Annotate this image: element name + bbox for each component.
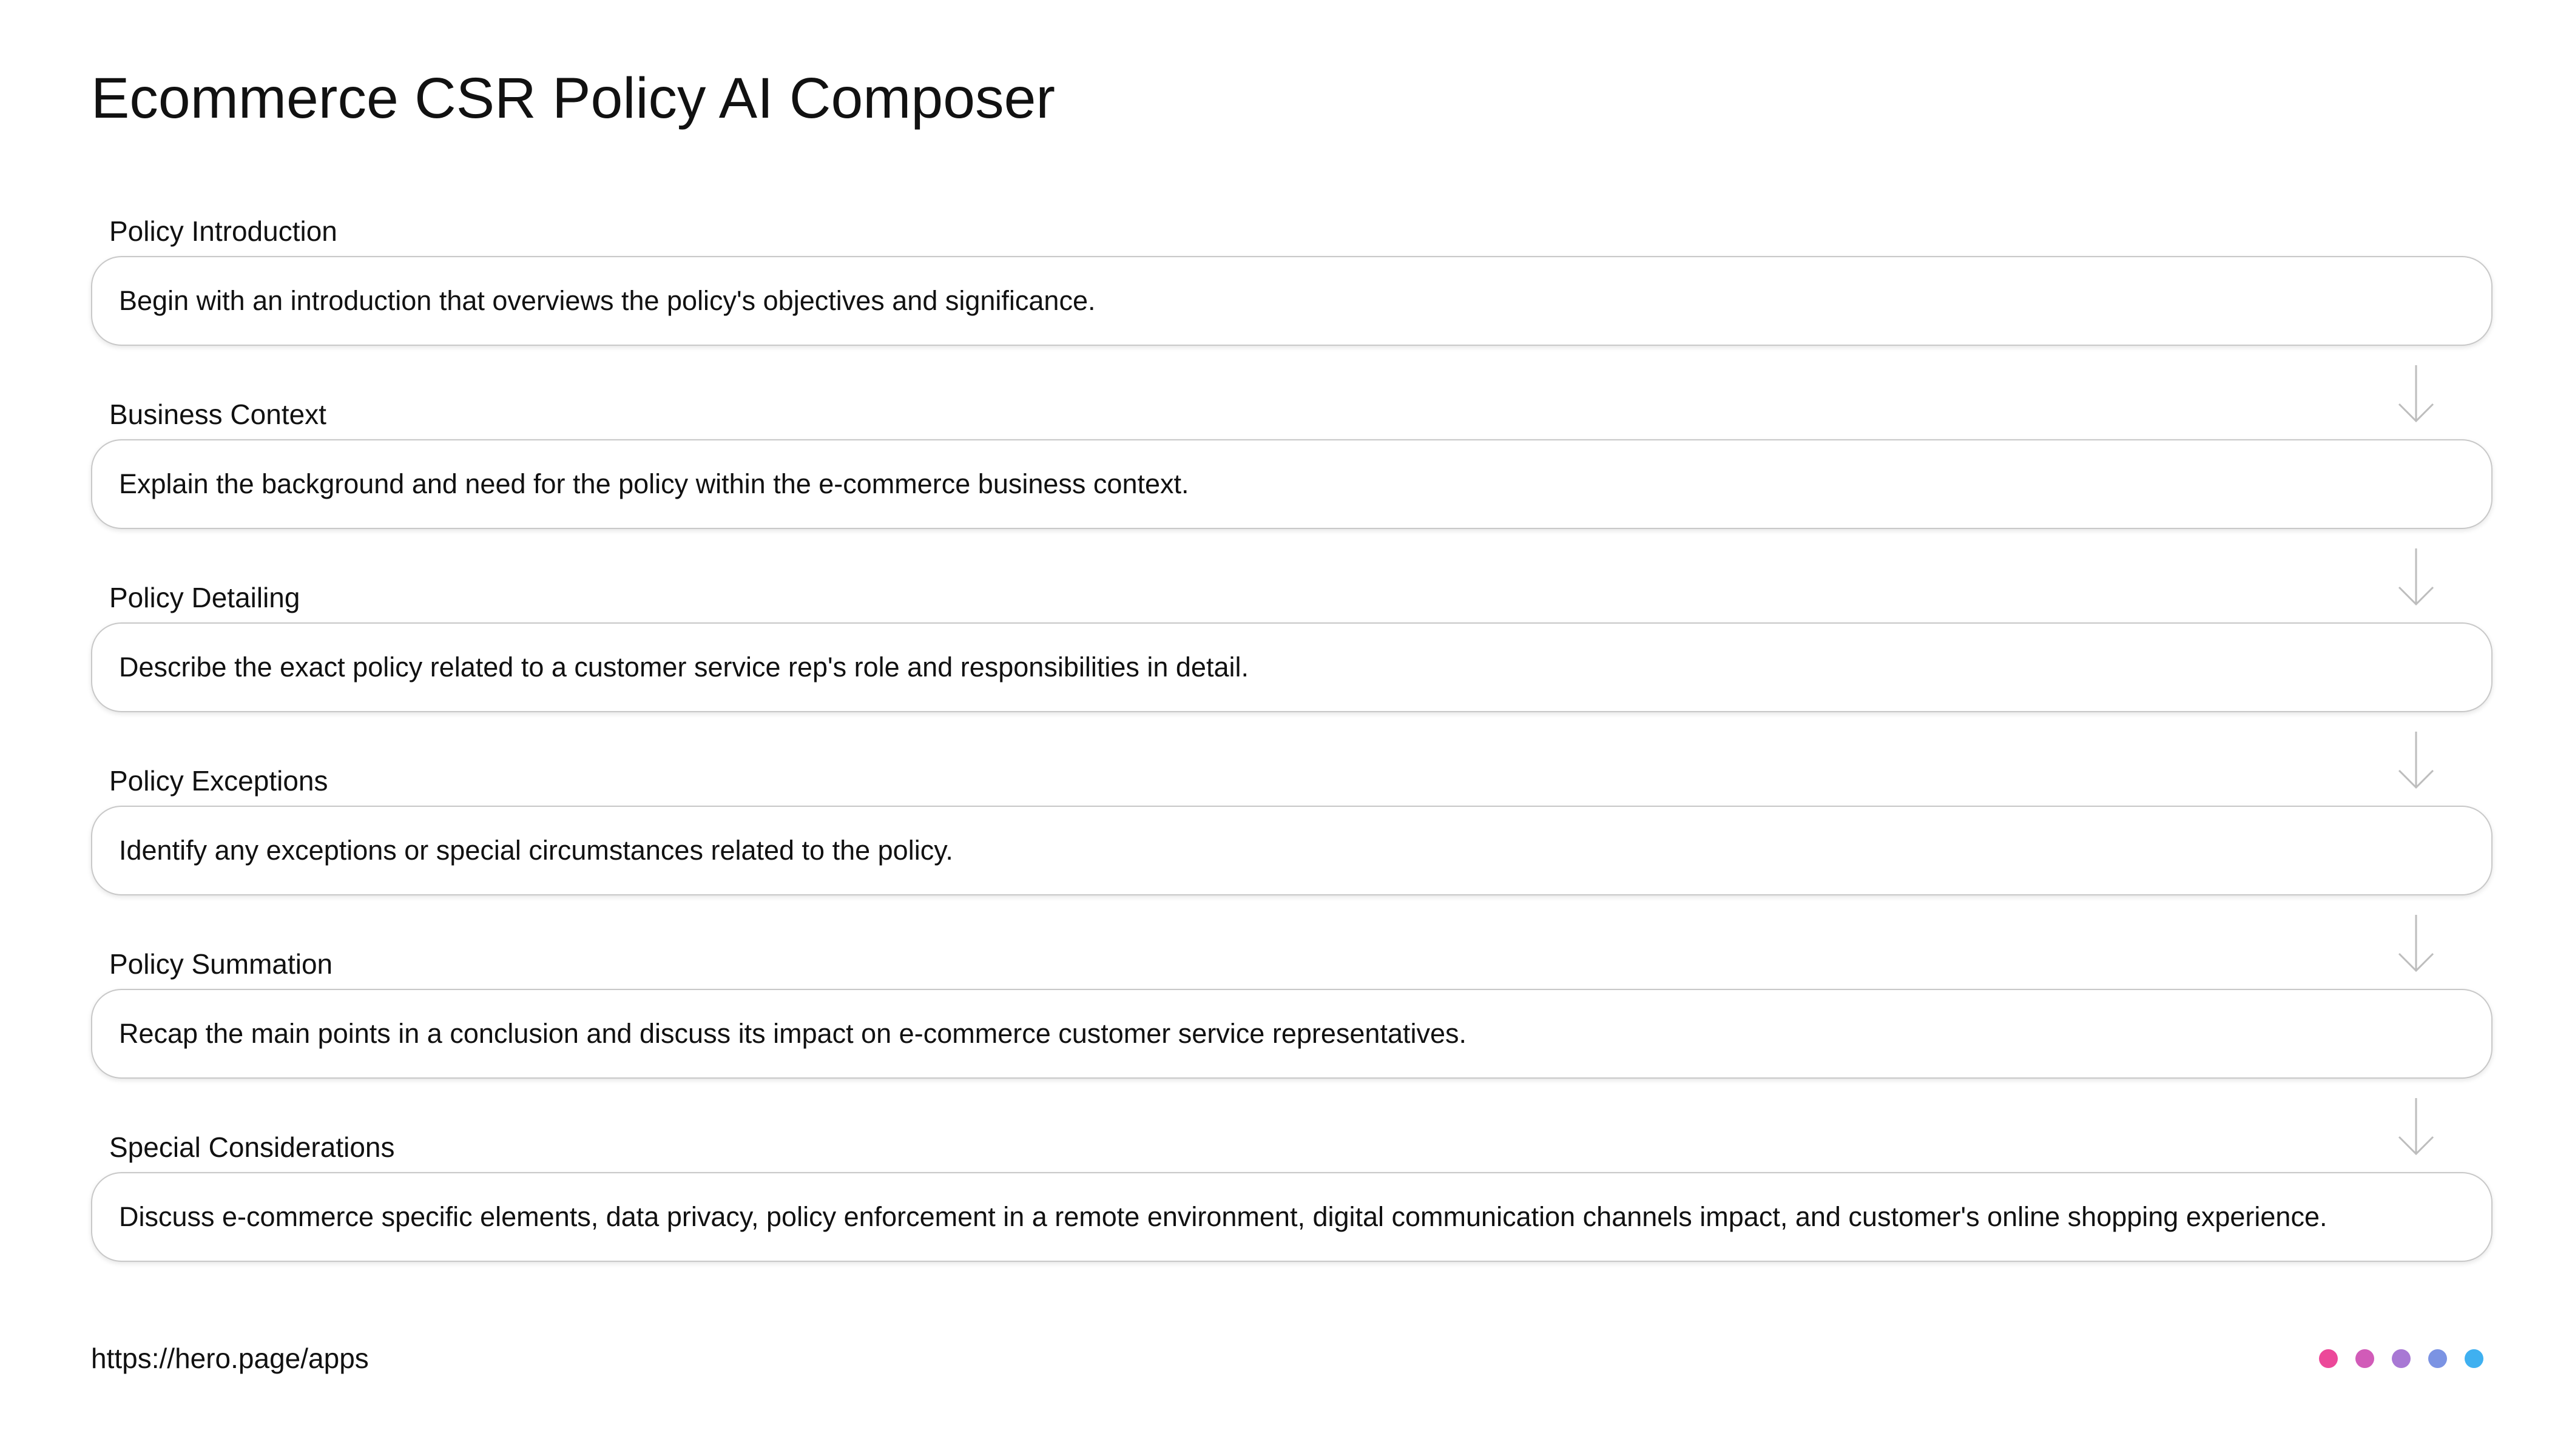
brand-dot — [2319, 1349, 2338, 1368]
brand-dot — [2392, 1349, 2411, 1368]
step-input[interactable] — [91, 989, 2493, 1079]
step-label: Policy Summation — [109, 948, 333, 980]
brand-dot — [2428, 1349, 2447, 1368]
step-text: Discuss e-commerce specific elements, data privacy, policy enforcement in a remote environment, digital communication channels impact, and customer's online shopping experience. — [119, 1201, 2327, 1232]
step-policy-summation — [91, 946, 2495, 1130]
step-text: Begin with an introduction that overviews the policy's objectives and significance. — [119, 285, 1096, 316]
step-input[interactable] — [91, 806, 2493, 895]
steps-list — [91, 214, 2495, 1313]
step-input[interactable] — [91, 1172, 2493, 1262]
step-label: Policy Introduction — [109, 215, 337, 247]
step-policy-introduction — [91, 214, 2495, 397]
step-special-considerations — [91, 1130, 2495, 1313]
step-business-context — [91, 397, 2495, 580]
brand-dots — [2319, 1349, 2483, 1369]
step-input[interactable] — [91, 256, 2493, 346]
step-input[interactable] — [91, 622, 2493, 712]
footer-url[interactable]: https://hero.page/apps — [91, 1343, 369, 1374]
step-text: Describe the exact policy related to a customer service rep's role and responsibilities in detail. — [119, 652, 1249, 682]
page-title: Ecommerce CSR Policy AI Composer — [91, 66, 1056, 130]
brand-dot — [2465, 1349, 2483, 1368]
step-label: Special Considerations — [109, 1131, 395, 1163]
brand-dot — [2355, 1349, 2374, 1368]
step-policy-detailing — [91, 580, 2495, 763]
step-text: Identify any exceptions or special circumstances related to the policy. — [119, 835, 953, 866]
step-label: Policy Detailing — [109, 582, 300, 613]
step-policy-exceptions — [91, 763, 2495, 946]
step-text: Recap the main points in a conclusion and discuss its impact on e-commerce customer service representatives. — [119, 1018, 1467, 1049]
step-text: Explain the background and need for the policy within the e-commerce business context. — [119, 468, 1189, 499]
step-label: Business Context — [109, 399, 326, 430]
step-input[interactable] — [91, 439, 2493, 529]
step-label: Policy Exceptions — [109, 765, 328, 797]
